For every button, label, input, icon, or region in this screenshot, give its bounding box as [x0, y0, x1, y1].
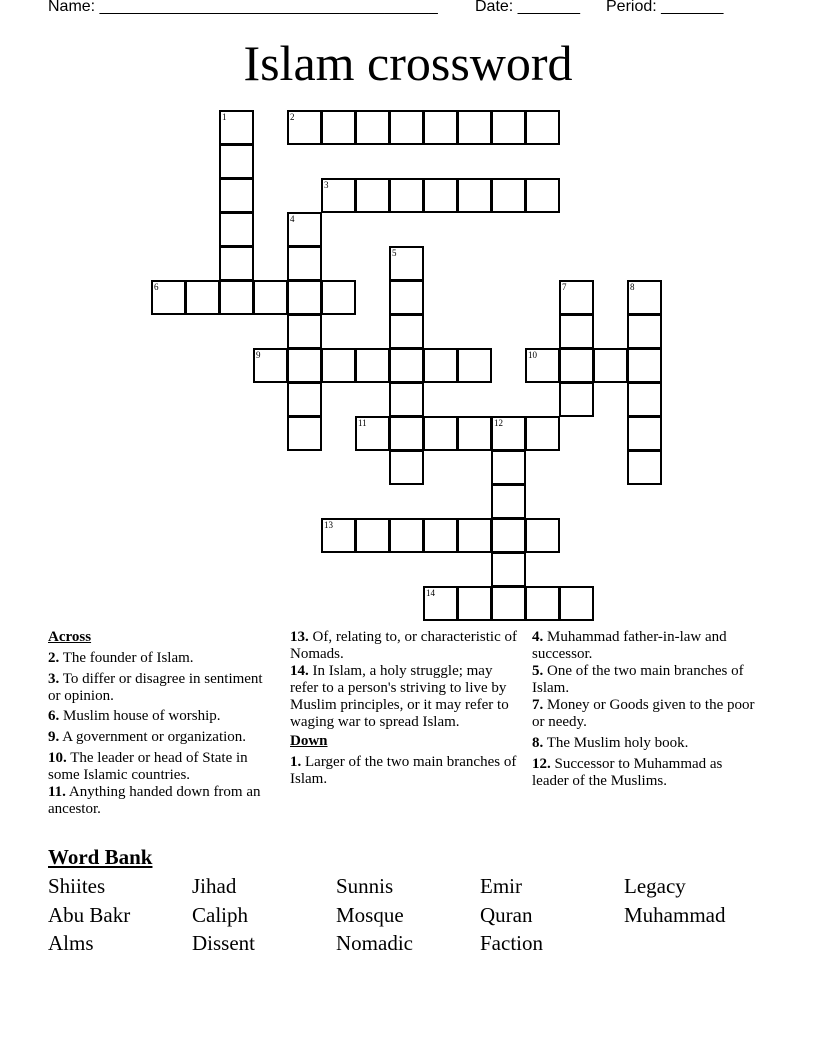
- down-heading: Down: [290, 733, 328, 749]
- grid-cell[interactable]: [559, 382, 594, 417]
- grid-cell[interactable]: [389, 314, 424, 349]
- grid-cell[interactable]: [491, 416, 526, 451]
- grid-cell[interactable]: [355, 178, 390, 213]
- word-bank-title: Word Bank: [48, 845, 153, 869]
- grid-cell[interactable]: [627, 348, 662, 383]
- grid-cell[interactable]: [525, 348, 560, 383]
- grid-cell[interactable]: [491, 110, 526, 145]
- grid-cell[interactable]: [389, 348, 424, 383]
- grid-cell[interactable]: [457, 518, 492, 553]
- grid-cell[interactable]: [559, 348, 594, 383]
- grid-cell[interactable]: [355, 110, 390, 145]
- grid-cell[interactable]: [219, 144, 254, 179]
- clue-number: 3: [324, 180, 329, 190]
- clue-down-1: 1. Larger of the two main branches of Islam.: [290, 754, 517, 787]
- clue-down-8: 8. The Muslim holy book.: [532, 735, 689, 751]
- grid-cell[interactable]: [389, 450, 424, 485]
- grid-cell[interactable]: [219, 212, 254, 247]
- grid-cell[interactable]: [627, 314, 662, 349]
- grid-cell[interactable]: [151, 280, 186, 315]
- grid-cell[interactable]: [423, 416, 458, 451]
- clue-down-7: 7. Money or Goods given to the poor or needy.: [532, 697, 755, 730]
- clue-across-9: 9. A government or organization.: [48, 729, 247, 745]
- clue-number: 10: [528, 350, 537, 360]
- grid-cell[interactable]: [525, 518, 560, 553]
- across-heading: Across: [48, 629, 92, 645]
- word-bank-item: Nomadic: [336, 931, 413, 955]
- grid-cell[interactable]: [525, 416, 560, 451]
- grid-cell[interactable]: [423, 518, 458, 553]
- grid-cell[interactable]: [321, 178, 356, 213]
- grid-cell[interactable]: [355, 416, 390, 451]
- clue-number: 14: [426, 588, 435, 598]
- grid-cell[interactable]: [389, 178, 424, 213]
- word-bank-item: Dissent: [192, 931, 255, 955]
- grid-cell[interactable]: [389, 280, 424, 315]
- grid-cell[interactable]: [219, 110, 254, 145]
- word-bank-item: Caliph: [192, 903, 248, 927]
- clue-number: 7: [562, 282, 567, 292]
- clue-down-12: 12. Successor to Muhammad as leader of the Muslims.: [532, 756, 723, 789]
- clue-across-14: 14. In Islam, a holy struggle; may refer to a person's striving to live by Muslim principles, or it may refer to waging war to spread Islam.: [290, 663, 509, 730]
- clue-number: 5: [392, 248, 397, 258]
- word-bank-item: Quran: [480, 903, 533, 927]
- grid-cell[interactable]: [627, 280, 662, 315]
- clues-column-1: [48, 629, 273, 822]
- word-bank-item: Abu Bakr: [48, 903, 131, 927]
- grid-cell[interactable]: [321, 110, 356, 145]
- grid-cell[interactable]: [457, 416, 492, 451]
- grid-cell[interactable]: [219, 246, 254, 281]
- grid-cell[interactable]: [219, 178, 254, 213]
- clue-number: 8: [630, 282, 635, 292]
- clues-column-3: [532, 629, 762, 794]
- grid-cell[interactable]: [525, 586, 560, 621]
- clue-number: 2: [290, 112, 295, 122]
- grid-cell[interactable]: [287, 110, 322, 145]
- grid-cell[interactable]: [525, 110, 560, 145]
- word-bank-item: Emir: [480, 874, 522, 898]
- clue-across-10: 10. The leader or head of State in some Islamic countries.: [48, 750, 248, 783]
- word-bank-item: Jihad: [192, 874, 237, 898]
- word-bank-item: Mosque: [336, 903, 404, 927]
- grid-cell[interactable]: [491, 518, 526, 553]
- grid-cell[interactable]: [321, 280, 356, 315]
- grid-cell[interactable]: [559, 586, 594, 621]
- grid-cell[interactable]: [627, 416, 662, 451]
- grid-cell[interactable]: [287, 212, 322, 247]
- grid-cell[interactable]: [321, 348, 356, 383]
- grid-cell[interactable]: [627, 450, 662, 485]
- grid-cell[interactable]: [389, 382, 424, 417]
- grid-cell[interactable]: [253, 348, 288, 383]
- grid-cell[interactable]: [287, 416, 322, 451]
- clue-number: 12: [494, 418, 503, 428]
- word-bank-item: Sunnis: [336, 874, 394, 898]
- clue-number: 11: [358, 418, 367, 428]
- period-field-label[interactable]: Period: _______: [606, 0, 724, 15]
- grid-cell[interactable]: [491, 484, 526, 519]
- grid-cell[interactable]: [287, 382, 322, 417]
- grid-cell[interactable]: [389, 518, 424, 553]
- clue-across-13: 13. Of, relating to, or characteristic of Nomads.: [290, 629, 517, 662]
- grid-cell[interactable]: [491, 178, 526, 213]
- name-field-label[interactable]: Name: ______________________________________: [48, 0, 438, 15]
- grid-cell[interactable]: [457, 178, 492, 213]
- grid-cell[interactable]: [525, 178, 560, 213]
- clue-number: 4: [290, 214, 295, 224]
- clue-down-4: 4. Muhammad father-in-law and successor.: [532, 629, 727, 662]
- word-bank-item: Faction: [480, 931, 543, 955]
- grid-cell[interactable]: [423, 348, 458, 383]
- grid-cell[interactable]: [457, 110, 492, 145]
- word-bank-item: Shiites: [48, 874, 106, 898]
- grid-cell[interactable]: [491, 586, 526, 621]
- grid-cell[interactable]: [287, 280, 322, 315]
- grid-cell[interactable]: [321, 518, 356, 553]
- grid-cell[interactable]: [491, 552, 526, 587]
- grid-cell[interactable]: [355, 348, 390, 383]
- grid-cell[interactable]: [287, 348, 322, 383]
- clue-across-3: 3. To differ or disagree in sentiment or opinion.: [48, 671, 263, 704]
- grid-cell[interactable]: [185, 280, 220, 315]
- clue-number: 1: [222, 112, 227, 122]
- grid-cell[interactable]: [389, 110, 424, 145]
- grid-cell[interactable]: [423, 110, 458, 145]
- grid-cell[interactable]: [287, 314, 322, 349]
- grid-cell[interactable]: [355, 518, 390, 553]
- grid-cell[interactable]: [423, 586, 458, 621]
- grid-cell[interactable]: [389, 416, 424, 451]
- word-bank-item: Muhammad: [624, 903, 726, 927]
- grid-cell[interactable]: [423, 178, 458, 213]
- grid-cell[interactable]: [559, 280, 594, 315]
- grid-cell[interactable]: [457, 348, 492, 383]
- page-title: Islam crossword: [243, 35, 573, 91]
- clue-across-11: 11. Anything handed down from an ancestor.: [48, 784, 261, 817]
- word-bank-item: Alms: [48, 931, 94, 955]
- clue-number: 6: [154, 282, 159, 292]
- word-bank-item: Legacy: [624, 874, 686, 898]
- clue-number: 13: [324, 520, 333, 530]
- clues-column-2: [290, 629, 522, 792]
- grid-cell[interactable]: [559, 314, 594, 349]
- grid-cell[interactable]: [219, 280, 254, 315]
- grid-cell[interactable]: [287, 246, 322, 281]
- grid-cell[interactable]: [253, 280, 288, 315]
- grid-cell[interactable]: [593, 348, 628, 383]
- grid-cell[interactable]: [491, 450, 526, 485]
- clue-down-5: 5. One of the two main branches of Islam.: [532, 663, 744, 696]
- clue-number: 9: [256, 350, 261, 360]
- grid-cell[interactable]: [627, 382, 662, 417]
- grid-cell[interactable]: [457, 586, 492, 621]
- clue-across-2: 2. The founder of Islam.: [48, 650, 194, 666]
- date-field-label[interactable]: Date: _______: [475, 0, 580, 15]
- grid-cell[interactable]: [389, 246, 424, 281]
- clue-across-6: 6. Muslim house of worship.: [48, 708, 221, 724]
